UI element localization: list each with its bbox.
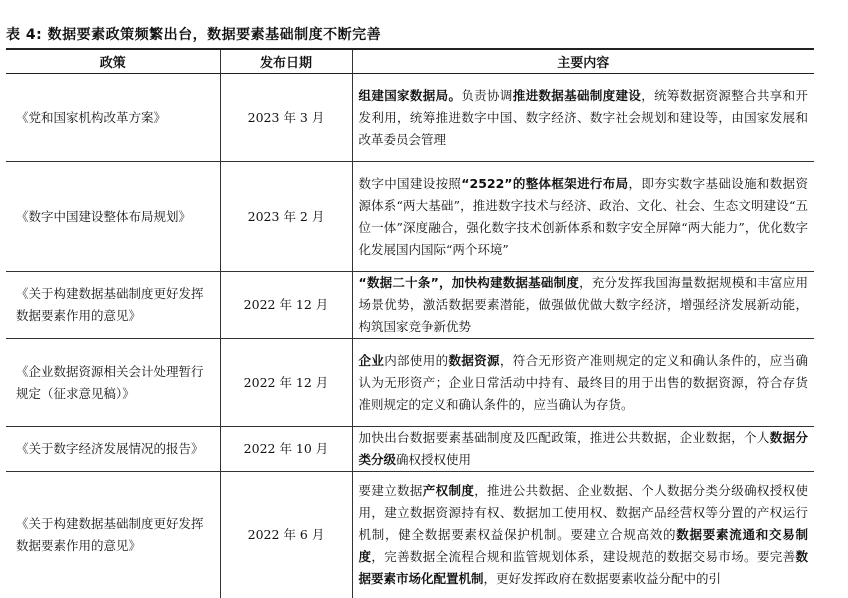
- policy-name: 《企业数据资源相关会计处理暂行规定（征求意见稿）》: [6, 339, 220, 427]
- release-date: 2023 年 2 月: [220, 162, 352, 272]
- content-bold-segment: 产权制度: [422, 482, 475, 498]
- content-bold-segment: 数据要素市场化配置机制: [358, 548, 808, 586]
- content-segment: ，充分发挥我国海量数据规模和丰富应用场景优势，激活数据要素潜能，做强做优做大数字经济，增强经济发展新动能，构筑国家竞争新优势: [358, 275, 808, 334]
- content-bold-segment: 组建国家数据局。: [358, 87, 462, 103]
- content-bold-segment: “2522”的整体框架进行布局: [461, 175, 629, 191]
- main-content: [352, 74, 814, 162]
- content-segment: 确权授权使用: [396, 452, 472, 467]
- release-date: 2022 年 6 月: [220, 472, 352, 598]
- release-date: 2022 年 10 月: [220, 427, 352, 472]
- release-date: 2023 年 3 月: [220, 74, 352, 162]
- header-date: 发布日期: [220, 49, 352, 74]
- content-segment: ，推进公共数据、企业数据、个人数据分类分级确权授权使用，建立数据资源持有权、数据加工使用权、数据产品经营权等分置的产权运行机制，健全数据要素权益保护机制。要建立合规高效的: [358, 482, 808, 542]
- content-bold-segment: 数据资源: [448, 352, 500, 368]
- content-segment: ，统筹数据资源整合共享和开发利用，统筹推进数字中国、数字经济、数字社会规划和建设等，由国家发展和改革委员会管理: [358, 87, 808, 147]
- content-segment: ，即夯实数字基础设施和数据资源体系“两大基础”，推进数字技术与经济、政治、文化、社会、生态文明建设“五位一体”深度融合，强化数字技术创新体系和数字安全屏障“两大能力”，优化数字化发展国内国际“两个环境”: [358, 175, 808, 257]
- content-segment: ，更好发挥政府在数据要素收益分配中的引: [483, 570, 722, 586]
- release-date: 2022 年 12 月: [220, 339, 352, 427]
- content-segment: 内部使用的: [384, 352, 449, 368]
- release-date: 2022 年 12 月: [220, 272, 352, 339]
- content-segment: 要建立数据: [358, 482, 423, 498]
- table-row: [6, 162, 814, 272]
- main-content: [352, 472, 814, 598]
- table-row: [6, 427, 814, 472]
- header-content: 主要内容: [352, 49, 814, 74]
- content-bold-segment: 数据分类分级: [358, 430, 808, 467]
- content-bold-segment: 数据要素流通和交易制度: [358, 526, 808, 564]
- table-header-row: [6, 49, 814, 74]
- main-content: [352, 339, 814, 427]
- content-bold-segment: 企业: [358, 352, 385, 368]
- policy-name: 《关于构建数据基础制度更好发挥数据要素作用的意见》: [16, 515, 204, 553]
- policy-table: [6, 48, 814, 598]
- table-title: 表 4: 数据要素政策频繁出台，数据要素基础制度不断完善: [6, 27, 382, 43]
- content-bold-segment: “数据二十条”，加快构建数据基础制度: [358, 275, 580, 290]
- policy-name: 《关于数字经济发展情况的报告》: [6, 427, 220, 472]
- content-segment: 加快出台数据要素基础制度及匹配政策，推进公共数据，企业数据，个人: [358, 430, 770, 445]
- content-segment: ，完善数据全流程合规和监管规划体系，建设规范的数据交易市场。要完善: [371, 548, 796, 564]
- content-segment: 负责协调: [461, 87, 513, 103]
- policy-name: 《党和国家机构改革方案》: [6, 74, 220, 162]
- main-content: [352, 162, 814, 272]
- table-row: [6, 74, 814, 162]
- table-row: [6, 339, 814, 427]
- table-row: [6, 272, 814, 339]
- header-policy: 政策: [6, 49, 220, 74]
- main-content: [352, 272, 814, 339]
- policy-name: 《数字中国建设整体布局规划》: [6, 162, 220, 272]
- table-row: [6, 472, 814, 598]
- content-bold-segment: 推进数据基础制度建设: [512, 87, 642, 103]
- content-segment: 数字中国建设按照: [358, 175, 462, 191]
- main-content: [352, 427, 814, 472]
- content-segment: ，符合无形资产准则规定的定义和确认条件的，应当确认为无形资产；企业日常活动中持有、最终目的用于出售的数据资源，符合存货准则规定的定义和确认条件的，应当确认为存货。: [358, 352, 808, 412]
- policy-name: 《关于构建数据基础制度更好发挥数据要素作用的意见》: [6, 272, 220, 339]
